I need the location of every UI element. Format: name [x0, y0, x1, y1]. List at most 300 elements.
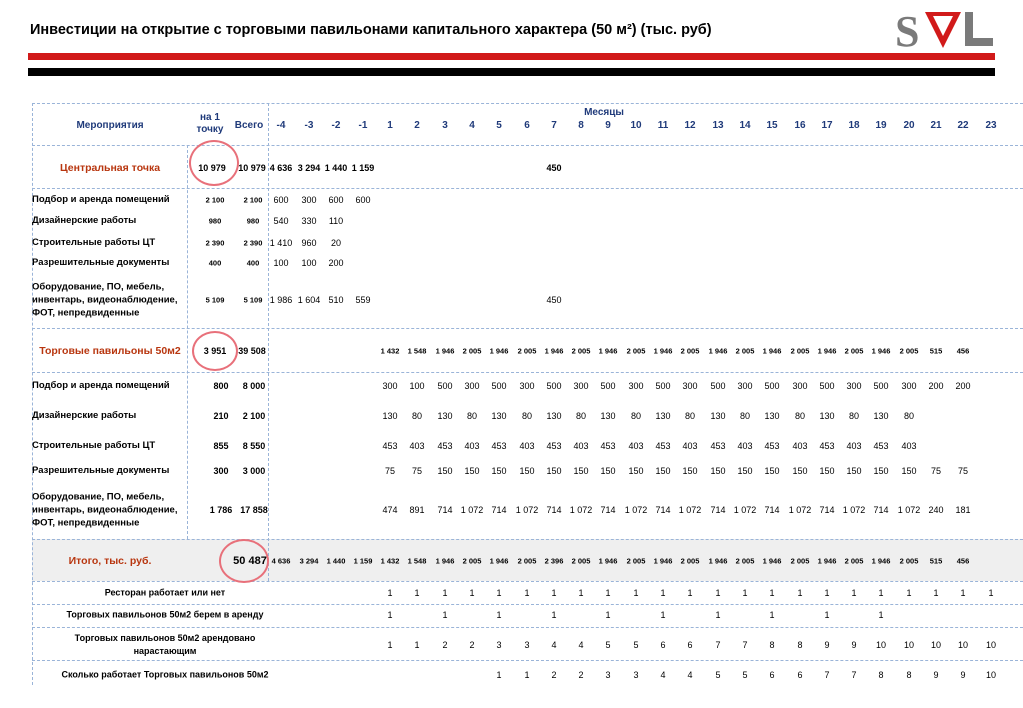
month-header: 22	[957, 120, 969, 131]
month-value: 150	[491, 466, 507, 476]
month-value: 3 294	[299, 556, 319, 566]
month-value: 150	[519, 466, 535, 476]
month-value: 7	[715, 640, 721, 650]
row-total: 5 109	[243, 295, 263, 305]
month-value: 2 005	[844, 556, 864, 566]
month-value: 240	[928, 505, 944, 515]
month-value: 1 946	[762, 556, 782, 566]
month-value: 1 072	[788, 505, 812, 515]
svl-logo	[895, 8, 995, 50]
month-value: 2 005	[735, 556, 755, 566]
month-value: 3	[496, 640, 502, 650]
month-value: 1 072	[460, 505, 484, 515]
row-divider	[32, 581, 1023, 582]
month-value: 1 946	[653, 556, 673, 566]
month-value: 456	[956, 556, 970, 566]
month-value: 6	[660, 640, 666, 650]
month-header: 10	[630, 120, 642, 131]
month-value: 300	[464, 381, 480, 391]
bottom-row-label: Торговых павильонов 50м2 берем в аренду	[66, 609, 264, 620]
month-value: 200	[955, 381, 971, 391]
month-value: 300	[573, 381, 589, 391]
month-value: 500	[819, 381, 835, 391]
month-value: 1	[442, 610, 448, 620]
month-value: 403	[409, 441, 425, 451]
month-value: 20	[330, 238, 342, 248]
month-value: 1 946	[435, 556, 455, 566]
row-per-point: 300	[213, 466, 229, 476]
month-value: 1	[824, 610, 830, 620]
month-value: 130	[655, 411, 671, 421]
month-value: 6	[797, 670, 803, 680]
month-value: 1	[687, 588, 693, 598]
month-value: 1 946	[598, 346, 618, 356]
month-value: 600	[273, 195, 289, 205]
month-value: 453	[819, 441, 835, 451]
month-header: -3	[304, 120, 314, 131]
month-value: 714	[437, 505, 453, 515]
month-value: 2 396	[544, 556, 564, 566]
month-value: 150	[573, 466, 589, 476]
month-value: 130	[764, 411, 780, 421]
month-value: 5	[605, 640, 611, 650]
month-value: 2 005	[735, 346, 755, 356]
month-value: 500	[873, 381, 889, 391]
month-value: 2	[551, 670, 557, 680]
month-value: 2 005	[680, 556, 700, 566]
month-value: 150	[682, 466, 698, 476]
month-value: 714	[491, 505, 507, 515]
month-value: 150	[600, 466, 616, 476]
month-value: 1 946	[598, 556, 618, 566]
month-value: 1	[605, 610, 611, 620]
month-value: 1 946	[653, 346, 673, 356]
month-header: 18	[848, 120, 860, 131]
row-label: Оборудование, ПО, мебель, инвентарь, видеонаблюдение, ФОТ, непредвиденные	[32, 281, 178, 319]
month-value: 80	[848, 411, 860, 421]
month-value: 1 440	[326, 556, 346, 566]
month-value: 403	[573, 441, 589, 451]
month-value: 453	[600, 441, 616, 451]
row-label: Дизайнерские работы	[32, 410, 137, 421]
month-value: 130	[600, 411, 616, 421]
month-value: 600	[355, 195, 371, 205]
month-value: 474	[382, 505, 398, 515]
month-value: 540	[273, 216, 289, 226]
month-value: 714	[873, 505, 889, 515]
month-value: 130	[491, 411, 507, 421]
row-label: Разрешительные документы	[32, 465, 170, 476]
month-header: 1	[387, 120, 393, 131]
month-value: 403	[901, 441, 917, 451]
month-value: 2 005	[517, 346, 537, 356]
month-value: 1 072	[515, 505, 539, 515]
month-value: 453	[382, 441, 398, 451]
month-value: 1	[469, 588, 475, 598]
month-value: 4 636	[271, 556, 291, 566]
month-value: 1 072	[624, 505, 648, 515]
month-value: 453	[710, 441, 726, 451]
month-value: 150	[901, 466, 917, 476]
month-value: 2 005	[790, 556, 810, 566]
row-per-point: 800	[213, 381, 229, 391]
month-value: 1 946	[489, 346, 509, 356]
row-divider	[32, 145, 1023, 146]
month-header: -2	[331, 120, 341, 131]
month-header: 3	[442, 120, 448, 131]
month-header: 21	[930, 120, 942, 131]
month-value: 2 005	[680, 346, 700, 356]
month-value: 2 005	[790, 346, 810, 356]
month-value: 515	[929, 556, 943, 566]
month-value: 200	[328, 258, 344, 268]
month-value: 300	[301, 195, 317, 205]
col-header-activity: Мероприятия	[76, 120, 144, 131]
month-value: 1	[715, 610, 721, 620]
central-total: 10 979	[238, 163, 266, 173]
month-value: 300	[628, 381, 644, 391]
month-value: 1 159	[353, 556, 373, 566]
month-value: 330	[301, 216, 317, 226]
month-value: 80	[466, 411, 478, 421]
month-value: 130	[437, 411, 453, 421]
month-value: 1	[633, 588, 639, 598]
month-header: 23	[985, 120, 997, 131]
month-value: 10	[903, 640, 915, 650]
pavilions-per-point: 3 951	[203, 346, 227, 356]
month-value: 1	[660, 610, 666, 620]
month-value: 1 548	[407, 346, 427, 356]
month-value: 4	[660, 670, 666, 680]
month-value: 5	[715, 670, 721, 680]
month-value: 714	[764, 505, 780, 515]
month-value: 1 159	[351, 163, 375, 173]
month-value: 453	[655, 441, 671, 451]
month-header: 15	[766, 120, 778, 131]
row-divider	[32, 627, 1023, 628]
month-value: 2 005	[626, 556, 646, 566]
row-per-point: 2 390	[205, 238, 225, 248]
row-total: 2 390	[243, 238, 263, 248]
month-header: 19	[875, 120, 887, 131]
month-value: 500	[655, 381, 671, 391]
month-value: 2	[578, 670, 584, 680]
month-value: 9	[824, 640, 830, 650]
row-per-point: 400	[208, 258, 222, 268]
total-label: Итого, тыс. руб.	[68, 555, 152, 567]
month-value: 403	[737, 441, 753, 451]
row-divider	[32, 372, 1023, 373]
month-value: 1 440	[324, 163, 348, 173]
row-divider	[32, 604, 1023, 605]
month-value: 10	[875, 640, 887, 650]
month-value: 1 432	[380, 346, 400, 356]
month-value: 150	[710, 466, 726, 476]
month-value: 714	[600, 505, 616, 515]
month-value: 1	[551, 588, 557, 598]
month-value: 7	[824, 670, 830, 680]
month-value: 5	[742, 670, 748, 680]
row-per-point: 5 109	[205, 295, 225, 305]
month-value: 8	[797, 640, 803, 650]
month-value: 4	[578, 640, 584, 650]
month-value: 1 946	[708, 556, 728, 566]
month-value: 500	[710, 381, 726, 391]
month-value: 150	[792, 466, 808, 476]
month-value: 403	[628, 441, 644, 451]
month-value: 1 548	[407, 556, 427, 566]
month-value: 1	[851, 588, 857, 598]
row-divider	[32, 103, 1023, 104]
row-per-point: 855	[213, 441, 229, 451]
month-value: 1 946	[817, 556, 837, 566]
row-total: 8 550	[242, 441, 266, 451]
month-value: 960	[301, 238, 317, 248]
month-header: 12	[684, 120, 696, 131]
month-header: -4	[276, 120, 286, 131]
month-value: 500	[764, 381, 780, 391]
month-value: 300	[737, 381, 753, 391]
month-value: 1	[387, 640, 393, 650]
month-value: 1	[605, 588, 611, 598]
month-value: 456	[956, 346, 970, 356]
header-black-bar	[28, 68, 995, 76]
month-value: 1	[496, 670, 502, 680]
month-value: 1	[578, 588, 584, 598]
month-value: 510	[328, 295, 344, 305]
month-value: 300	[519, 381, 535, 391]
central-per-point: 10 979	[198, 163, 226, 173]
month-value: 515	[929, 346, 943, 356]
month-value: 8	[769, 640, 775, 650]
month-value: 1	[797, 588, 803, 598]
month-value: 1 986	[269, 295, 293, 305]
month-value: 450	[546, 295, 562, 305]
month-value: 453	[764, 441, 780, 451]
col-header-per-point: на 1 точку	[196, 112, 224, 135]
bottom-row-label: Ресторан работает или нет	[104, 587, 226, 598]
row-per-point: 980	[208, 216, 222, 226]
month-header: -1	[358, 120, 368, 131]
month-value: 130	[382, 411, 398, 421]
month-value: 150	[846, 466, 862, 476]
month-value: 500	[437, 381, 453, 391]
row-per-point: 2 100	[205, 195, 225, 205]
month-value: 10	[985, 670, 997, 680]
row-divider	[32, 539, 1023, 540]
row-total: 980	[246, 216, 260, 226]
month-value: 2	[469, 640, 475, 650]
month-value: 4	[551, 640, 557, 650]
month-value: 1 946	[708, 346, 728, 356]
month-value: 9	[851, 640, 857, 650]
month-value: 1	[933, 588, 939, 598]
month-value: 150	[737, 466, 753, 476]
month-value: 181	[955, 505, 971, 515]
month-value: 1 946	[762, 346, 782, 356]
month-value: 10	[930, 640, 942, 650]
row-total: 400	[246, 258, 260, 268]
month-value: 80	[575, 411, 587, 421]
month-value: 891	[409, 505, 425, 515]
month-header: 13	[712, 120, 724, 131]
month-value: 1	[742, 588, 748, 598]
month-value: 1	[442, 588, 448, 598]
month-value: 1 072	[569, 505, 593, 515]
month-value: 403	[464, 441, 480, 451]
row-label: Строительные работы ЦТ	[32, 440, 156, 451]
month-value: 5	[633, 640, 639, 650]
month-value: 75	[411, 466, 423, 476]
month-header: 11	[657, 120, 669, 131]
month-value: 1	[878, 588, 884, 598]
pavilions-total: 39 508	[238, 346, 266, 356]
month-value: 80	[630, 411, 642, 421]
month-value: 80	[684, 411, 696, 421]
month-value: 100	[409, 381, 425, 391]
month-header: 9	[605, 120, 611, 131]
month-value: 10	[985, 640, 997, 650]
month-value: 1 946	[871, 346, 891, 356]
month-value: 450	[546, 163, 562, 173]
month-value: 150	[655, 466, 671, 476]
month-value: 1 072	[897, 505, 921, 515]
month-value: 1 946	[871, 556, 891, 566]
month-header: 17	[821, 120, 833, 131]
row-label: Разрешительные документы	[32, 257, 170, 268]
month-value: 1	[715, 588, 721, 598]
month-value: 300	[382, 381, 398, 391]
month-value: 7	[742, 640, 748, 650]
month-value: 1	[906, 588, 912, 598]
month-value: 150	[628, 466, 644, 476]
month-value: 300	[901, 381, 917, 391]
month-value: 110	[328, 216, 344, 226]
month-value: 1	[524, 670, 530, 680]
month-value: 75	[930, 466, 942, 476]
month-value: 714	[655, 505, 671, 515]
month-value: 2 005	[571, 556, 591, 566]
month-value: 75	[384, 466, 396, 476]
month-value: 1	[769, 610, 775, 620]
month-value: 403	[519, 441, 535, 451]
month-value: 453	[491, 441, 507, 451]
month-value: 1	[660, 588, 666, 598]
month-value: 1 946	[435, 346, 455, 356]
month-value: 3	[524, 640, 530, 650]
highlight-ring-pavilions	[192, 331, 238, 371]
page-title: Инвестиции на открытие с торговыми павильонами капитального характера (50 м²) (тыс. руб)	[30, 22, 712, 38]
month-header: 5	[496, 120, 502, 131]
month-value: 300	[792, 381, 808, 391]
month-value: 403	[682, 441, 698, 451]
month-value: 714	[546, 505, 562, 515]
bottom-row-label: Торговых павильонов 50м2 арендовано нарастающим	[74, 633, 256, 656]
month-value: 1	[878, 610, 884, 620]
month-value: 6	[769, 670, 775, 680]
month-value: 2 005	[571, 346, 591, 356]
month-value: 1	[988, 588, 994, 598]
row-divider	[32, 328, 1023, 329]
month-value: 130	[710, 411, 726, 421]
months-label: Месяцы	[584, 107, 624, 118]
month-value: 1	[414, 588, 420, 598]
month-value: 150	[764, 466, 780, 476]
month-value: 1	[387, 588, 393, 598]
month-value: 150	[546, 466, 562, 476]
row-label: Строительные работы ЦТ	[32, 237, 156, 248]
month-value: 3	[605, 670, 611, 680]
month-value: 2 005	[517, 556, 537, 566]
month-value: 1 072	[733, 505, 757, 515]
month-value: 80	[411, 411, 423, 421]
month-value: 1 946	[544, 346, 564, 356]
row-total: 17 858	[240, 505, 268, 515]
header-red-bar	[28, 53, 995, 60]
month-value: 2 005	[626, 346, 646, 356]
svg-text:S: S	[895, 8, 920, 50]
row-label: Подбор и аренда помещений	[32, 380, 170, 391]
month-value: 6	[687, 640, 693, 650]
month-header: 20	[903, 120, 915, 131]
month-value: 714	[819, 505, 835, 515]
row-per-point: 210	[213, 411, 229, 421]
month-value: 453	[873, 441, 889, 451]
month-value: 1	[769, 588, 775, 598]
month-value: 1	[524, 588, 530, 598]
month-header: 16	[794, 120, 806, 131]
month-value: 1 946	[817, 346, 837, 356]
month-value: 1 072	[842, 505, 866, 515]
month-value: 7	[851, 670, 857, 680]
month-value: 80	[521, 411, 533, 421]
month-value: 403	[792, 441, 808, 451]
month-value: 1	[551, 610, 557, 620]
month-value: 130	[873, 411, 889, 421]
month-value: 80	[794, 411, 806, 421]
month-value: 500	[600, 381, 616, 391]
month-value: 150	[437, 466, 453, 476]
row-total: 2 100	[243, 195, 263, 205]
month-value: 9	[960, 670, 966, 680]
month-value: 3	[633, 670, 639, 680]
row-total: 2 100	[242, 411, 266, 421]
month-value: 2 005	[844, 346, 864, 356]
month-value: 559	[355, 295, 371, 305]
month-value: 500	[491, 381, 507, 391]
month-value: 1	[824, 588, 830, 598]
month-value: 8	[906, 670, 912, 680]
col-divider	[268, 103, 269, 581]
month-header: 7	[551, 120, 557, 131]
month-value: 1 946	[489, 556, 509, 566]
month-header: 2	[414, 120, 420, 131]
month-value: 500	[546, 381, 562, 391]
month-value: 1 604	[297, 295, 321, 305]
row-label: Оборудование, ПО, мебель, инвентарь, видеонаблюдение, ФОТ, непредвиденные	[32, 491, 178, 529]
month-header: 8	[578, 120, 584, 131]
month-value: 1	[496, 588, 502, 598]
col-header-total: Всего	[234, 120, 264, 131]
highlight-ring-total	[219, 539, 269, 583]
section-title-pavilions: Торговые павильоны 50м2	[39, 345, 181, 357]
month-value: 300	[846, 381, 862, 391]
row-total: 8 000	[242, 381, 266, 391]
month-value: 1	[496, 610, 502, 620]
month-header: 4	[469, 120, 475, 131]
col-divider	[187, 145, 188, 539]
month-value: 150	[819, 466, 835, 476]
